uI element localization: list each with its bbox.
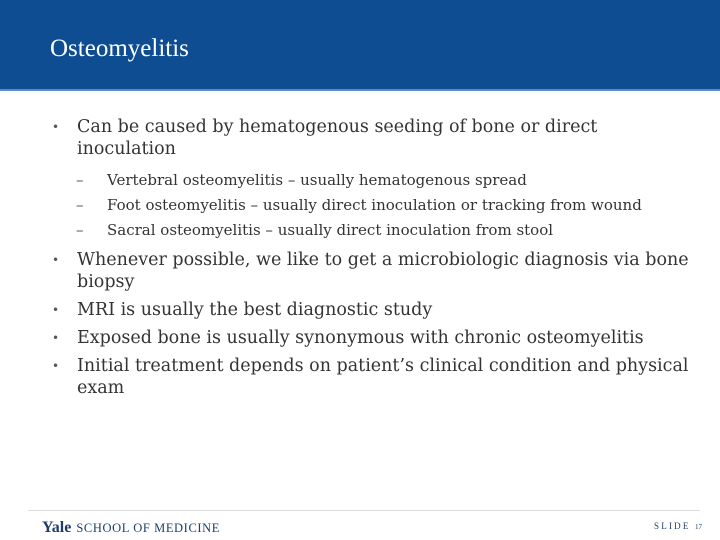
bullet-item [52,299,692,321]
bullet-text: Whenever possible, we like to get a microbiologic diagnosis via bone biopsy [77,250,689,292]
bullet-item [52,116,692,160]
logo-school-text: SCHOOL OF MEDICINE [76,521,221,535]
slide-number [654,521,702,531]
bullet-icon: • [52,253,60,267]
sub-bullet-item [52,193,692,218]
slide-title: Osteomyelitis [50,35,189,62]
bullet-item [52,327,692,349]
bullet-text: MRI is usually the best diagnostic study [77,300,433,320]
bullet-icon: • [52,303,60,317]
footer-divider [28,510,700,511]
slide-label: SLIDE [654,521,691,531]
yale-logo [42,517,220,535]
sub-bullet-list [52,168,692,243]
title-bar [0,0,720,91]
sub-bullet-item [52,218,692,243]
dash-icon: – [76,171,84,189]
bullet-item [52,249,692,293]
bullet-item [52,355,692,399]
bullet-list [52,116,692,399]
sub-bullet-text: Sacral osteomyelitis – usually direct inoculation from stool [107,221,554,239]
sub-bullet-item [52,168,692,193]
sub-bullet-text: Vertebral osteomyelitis – usually hematogenous spread [107,171,527,189]
dash-icon: – [76,196,84,214]
bullet-text: Exposed bone is usually synonymous with chronic osteomyelitis [77,328,644,348]
logo-yale-text: Yale [42,519,72,536]
bullet-text: Can be caused by hematogenous seeding of bone or direct inoculation [77,117,598,159]
bullet-text: Initial treatment depends on patient’s clinical condition and physical exam [77,356,689,398]
bullet-icon: • [52,331,60,345]
bullet-icon: • [52,359,60,373]
slide-number-value: 17 [695,523,702,531]
sub-bullet-text: Foot osteomyelitis – usually direct inoculation or tracking from wound [107,196,642,214]
bullet-icon: • [52,120,60,134]
dash-icon: – [76,221,84,239]
